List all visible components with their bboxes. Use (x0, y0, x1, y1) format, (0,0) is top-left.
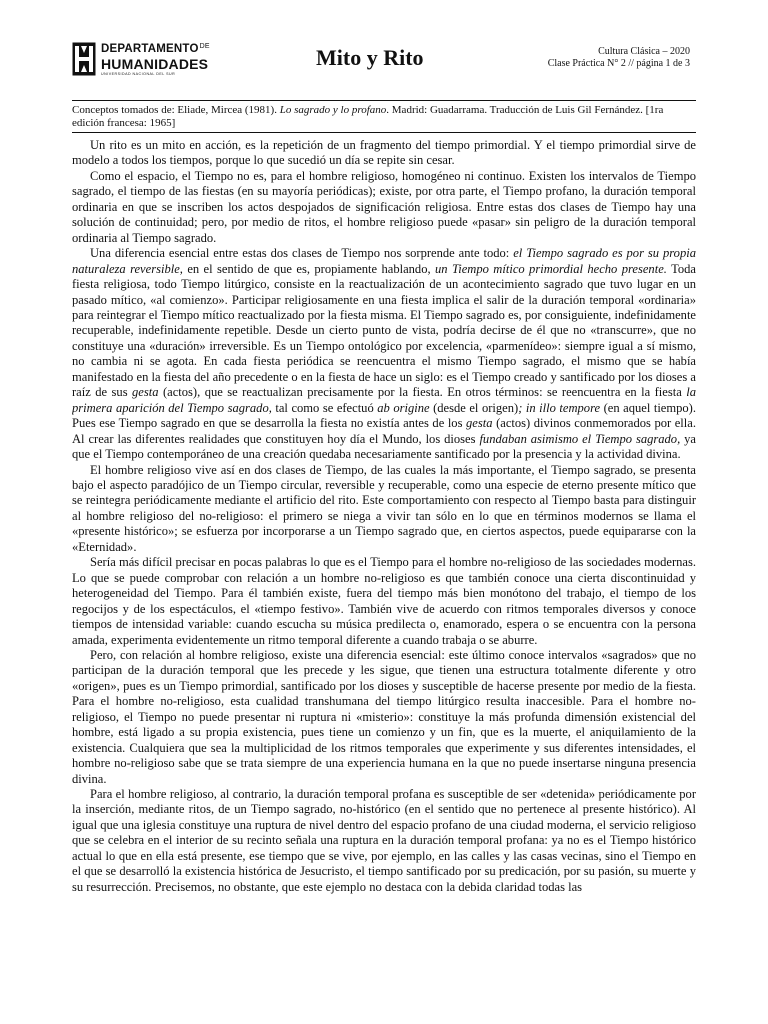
italic-text-run: fundaban asimismo el Tiempo sagrado, (479, 431, 681, 446)
italic-text-run: ab origine (377, 400, 430, 415)
text-run: tal como se efectuó (271, 400, 378, 415)
body-paragraph (72, 169, 696, 246)
text-run: Para el hombre religioso, al contrario, la duración temporal profana es susceptible de ser «detenida» periódicamente por la inserción, mediante ritos, de un Tiempo sagrado, no-histórico (en el sentido que no pertenece al presente histórico). Al igual que una iglesia constituye una ruptura de nivel dentro del espacio profano de una ciudad moderna, el servicio religioso que se celebra en el interior de su recinto señala una ruptura en la duración temporal profana: ya no es el Tiempo histórico actual lo que en ella está presente, ese tiempo que se vive, por ejemplo, en las calles y las casas vecinas, sino el Tiempo en el que se desarrolló la existencia histórica de Jesucristo, el tiempo santificado por su predicación, por su pasión, su muerte y su resurrección. Precisemos, no obstante, que este ejemplo no destaca con la debida claridad todas las (72, 787, 696, 894)
italic-text-run: el Tiempo sagrado es por su propia naturaleza reversible, (72, 246, 696, 276)
text-run: en el sentido de que es, propiamente hablando, (182, 261, 436, 276)
page-title: Mito y Rito (316, 45, 424, 70)
body-paragraph (72, 246, 696, 462)
course-info (548, 46, 690, 70)
course-name: Cultura Clásica – 2020 (598, 46, 690, 57)
body-paragraph (72, 787, 696, 895)
text-run: ya que el Tiempo contemporáneo de una creación quedaba necesariamente santificado por la presencia y la actividad divina. (72, 431, 696, 462)
body-paragraph (72, 138, 696, 169)
text-run: Un rito es un mito en acción, es la repetición de un fragmento del tiempo primordial. Y el tiempo primordial sirve de modelo a todos los tiempos, porque lo que sucedió un día se repite sin cesar. (72, 138, 696, 168)
body-paragraph (72, 648, 696, 787)
body-paragraph (72, 555, 696, 648)
logo-line-1-suffix: DE (199, 43, 210, 50)
text-run: (actos), que se reactualizan precisamente por la fiesta. En otros términos: se reencuentra en la fiesta (158, 385, 687, 400)
logo-line-1: DEPARTAMENTO (101, 43, 199, 55)
text-run: (desde el origen) (429, 400, 519, 415)
text-run: Sería más difícil precisar en pocas palabras lo que es el Tiempo para el hombre no-religioso de las sociedades modernas. Lo que se puede comprobar con relación a un hombre no-religioso es que también conoce una cierta discontinuidad y heterogeneidad del Tiempo. Para él también existe, fuera del tiempo más bien monótono del trabajo, el tiempo de los regocijos y de los espectáculos, el «tiempo festivo». También vive de acuerdo con ritmos temporales diversos y conoce tiempos de intensidad variable: cuando escucha su música predilecta o, enamorado, espera o se encuentra con la persona amada, experimenta evidentemente un ritmo temporal diferente a cuando trabaja o se aburre. (72, 555, 696, 647)
text-run: Una diferencia esencial entre estas dos clases de Tiempo nos sorprende ante todo: (90, 246, 514, 261)
italic-text-run: un Tiempo mítico primordial hecho presente. (435, 261, 667, 276)
source-citation (72, 100, 696, 133)
logo-line-2: HUMANIDADES (101, 55, 209, 72)
text-run: Toda fiesta religiosa, todo Tiempo litúrgico, consiste en la reactualización de un acontecimiento sagrado que tuvo lugar en un pasado mítico, «al comienzo». Participar religiosamente en una fiesta implica el salir de la duración temporal «ordinaria» para reintegrar el Tiempo mítico reactualizado por la fiesta misma. El Tiempo sagrado es, por consiguiente, indefinidamente recuperable, indefinidamente repetible. Desde un cierto punto de vista, podría decirse de él que no «transcurre», que no constituye una «duración» irreversible. Es un Tiempo ontológico por excelencia, «parmenídeo»: siempre igual a sí mismo, no cambia ni se agota. En cada fiesta periódica se reencuentra el mismo Tiempo sagrado, el mismo que se había manifestado en la fiesta del año precedente o en la fiesta de hace un siglo: es el Tiempo creado y santificado por los dioses a raíz de sus (72, 261, 696, 400)
text-run: Como el espacio, el Tiempo no es, para el hombre religioso, homogéneo ni continuo. Existen los intervalos de Tiempo sagrado, el tiempo de las fiestas (en su mayoría periódicas); existe, por otra parte, el Tiempo profano, la duración temporal ordinaria en que se inscriben los actos despojados de significación religiosa. Entre estas dos clases de Tiempo hay una solución de continuidad; pero, por medio de ritos, el hombre religioso puede «pasar» sin peligro de la duración temporal ordinaria al Tiempo sagrado. (72, 168, 696, 245)
citation-prefix: Conceptos tomados de: Eliade, Mircea (1981). (72, 104, 280, 116)
logo-line-3: UNIVERSIDAD NACIONAL DEL SUR (101, 71, 176, 76)
body-paragraph (72, 463, 696, 556)
university-emblem-icon (72, 42, 96, 76)
citation-suffix: . Madrid: Guadarrama. Traducción de Luis Gil Fernández. [1ra edición francesa: 1965] (72, 104, 664, 129)
italic-text-run: gesta (132, 385, 159, 400)
text-run: (en aquel tiempo). Pues ese Tiempo sagrado en que se desarrolla la fiesta no existía antes de los (72, 400, 696, 431)
department-logo (72, 42, 210, 76)
text-run: El hombre religioso vive así en dos clases de Tiempo, de las cuales la más importante, el Tiempo sagrado, se presenta bajo el aspecto paradójico de un Tiempo circular, reversible y recuperable, como una especie de eterno presente mítico que se reintegra periódicamente mediante el artificio del rito. Este comportamiento con respecto al Tiempo basta para distinguir al hombre religioso del no-religioso: el primero se niega a vivir tan sólo en lo que en términos modernos se llama el «presente histórico»; se esfuerza por incorporarse a un Tiempo sagrado que, en ciertos aspectos, puede equipararse con la «Eternidad». (72, 462, 696, 554)
text-run: Pero, con relación al hombre religioso, existe una diferencia esencial: este último conoce intervalos «sagrados» que no participan de la duración temporal que les precede y les sigue, que tienen una estructura totalmente diferente y otro «origen», pues es un Tiempo primordial, santificado por los dioses y susceptible de hacerse presente por medio de la fiesta. Para el hombre no-religioso, esta cualidad transhumana del tiempo litúrgico resulta inaccesible. Para el hombre no-religioso, el Tiempo no puede presentar ni ruptura ni «misterio»: constituye la más profunda dimensión existencial del hombre, está ligado a su propia existencia, pues tiene un comienzo y un fin, que es la muerte, el aniquilamiento de la existencia. Cualquiera que sea la multiplicidad de los ritmos temporales que experimente y sus diferentes intensidades, el hombre no-religioso sabe que se trata siempre de una experiencia humana en la que no puede insertarse ninguna presencia divina. (72, 647, 696, 786)
body-text (72, 138, 696, 1018)
text-run: (actos) divinos conmemorados por ella. Al crear las diferentes realidades que constituyen hoy día el Mundo, los dioses (72, 416, 696, 446)
italic-text-run: ; in illo tempore (518, 400, 601, 415)
citation-book-title: Lo sagrado y lo profano (279, 104, 387, 116)
logo-wordmark (101, 42, 210, 76)
italic-text-run: la primera aparición del Tiempo sagrado, (72, 385, 696, 415)
page-header (72, 40, 696, 100)
class-page-info: Clase Práctica N° 2 // página 1 de 3 (547, 58, 690, 69)
italic-text-run: gesta (466, 416, 493, 431)
